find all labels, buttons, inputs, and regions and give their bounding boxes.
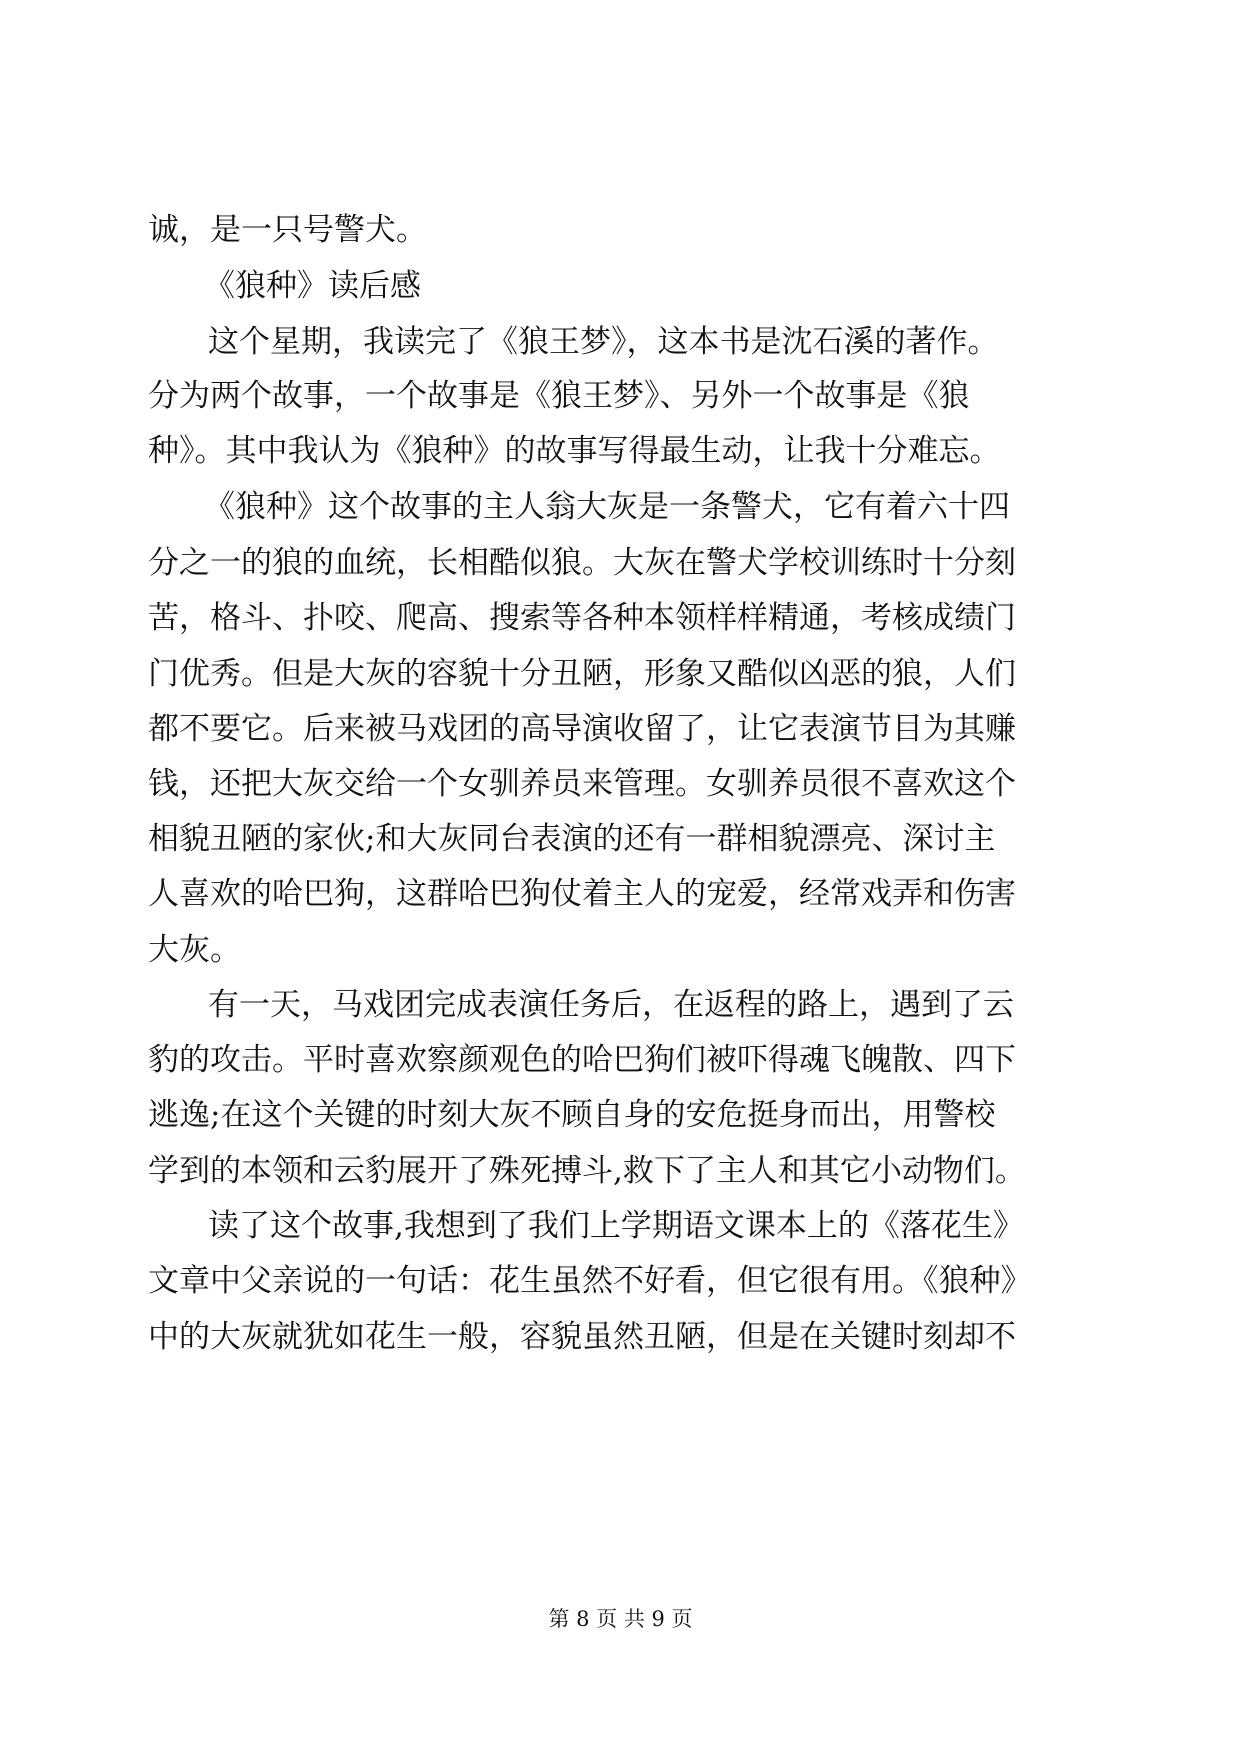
text-line (0, 318, 1241, 366)
text-line-content: 苦，格斗、扑咬、爬高、搜索等各种本领样样精通，考核成绩门 (148, 600, 1016, 636)
text-line (0, 981, 1241, 1029)
text-line-content: 学到的本领和云豹展开了殊死搏斗,救下了主人和其它小动物们。 (148, 1153, 1026, 1189)
text-line (0, 483, 1241, 531)
text-line-content: 分之一的狼的血统，长相酷似狼。大灰在警犬学校训练时十分刻 (148, 545, 1016, 581)
text-line (0, 760, 1241, 808)
text-line-content: 豹的攻击。平时喜欢察颜观色的哈巴狗们被吓得魂飞魄散、四下 (148, 1042, 1016, 1078)
text-line-content: 相貌丑陋的家伙;和大灰同台表演的还有一群相貌漂亮、深讨主 (148, 821, 996, 857)
text-line-content: 钱，还把大灰交给一个女驯养员来管理。女驯养员很不喜欢这个 (148, 766, 1016, 802)
text-line-content: 逃逸;在这个关键的时刻大灰不顾自身的安危挺身而出，用警校 (148, 1097, 996, 1133)
text-line (0, 372, 1241, 420)
text-line (0, 705, 1241, 753)
text-line (0, 650, 1241, 698)
text-line-content: 大灰。 (148, 932, 241, 968)
text-line-content: 人喜欢的哈巴狗，这群哈巴狗仗着主人的宠爱，经常戏弄和伤害 (148, 876, 1016, 912)
text-line (0, 427, 1241, 475)
section-title (0, 262, 1241, 310)
text-line-content: 诚，是一只号警犬。 (148, 212, 427, 248)
text-line (0, 1036, 1241, 1084)
text-line-content: 门优秀。但是大灰的容貌十分丑陋，形象又酷似凶恶的狼，人们 (148, 656, 1016, 692)
text-line-content: 这个星期，我读完了《狼王梦》，这本书是沈石溪的著作。 (208, 324, 999, 360)
text-line (0, 870, 1241, 918)
text-line (0, 539, 1241, 587)
text-line-content: 中的大灰就犹如花生一般，容貌虽然丑陋，但是在关键时刻却不 (148, 1319, 1016, 1355)
text-line-content: 都不要它。后来被马戏团的高导演收留了，让它表演节目为其赚 (148, 711, 1016, 747)
text-line (0, 594, 1241, 642)
section-title-content: 《狼种》读后感 (204, 268, 421, 304)
text-line-content: 有一天，马戏团完成表演任务后，在返程的路上，遇到了云 (208, 987, 1014, 1023)
page-number: 第 8 页 共 9 页 (548, 1607, 693, 1631)
text-line (0, 926, 1241, 974)
text-line (0, 1313, 1241, 1361)
text-line (0, 1147, 1241, 1195)
text-line (0, 815, 1241, 863)
text-line (0, 1091, 1241, 1139)
text-line-content: 读了这个故事,我想到了我们上学期语文课本上的《落花生》 (208, 1208, 1024, 1244)
text-line-content: 《狼种》这个故事的主人翁大灰是一条警犬，它有着六十四 (204, 489, 1010, 525)
text-line-content: 分为两个故事，一个故事是《狼王梦》、另外一个故事是《狼 (148, 378, 970, 414)
text-line (0, 206, 1241, 254)
text-line (0, 1257, 1241, 1305)
text-line-content: 种》。其中我认为《狼种》的故事写得最生动，让我十分难忘。 (148, 433, 1001, 469)
page-footer (0, 1604, 1241, 1634)
text-line (0, 1202, 1241, 1250)
text-line-content: 文章中父亲说的一句话：花生虽然不好看，但它很有用。《狼种》 (148, 1263, 1032, 1299)
